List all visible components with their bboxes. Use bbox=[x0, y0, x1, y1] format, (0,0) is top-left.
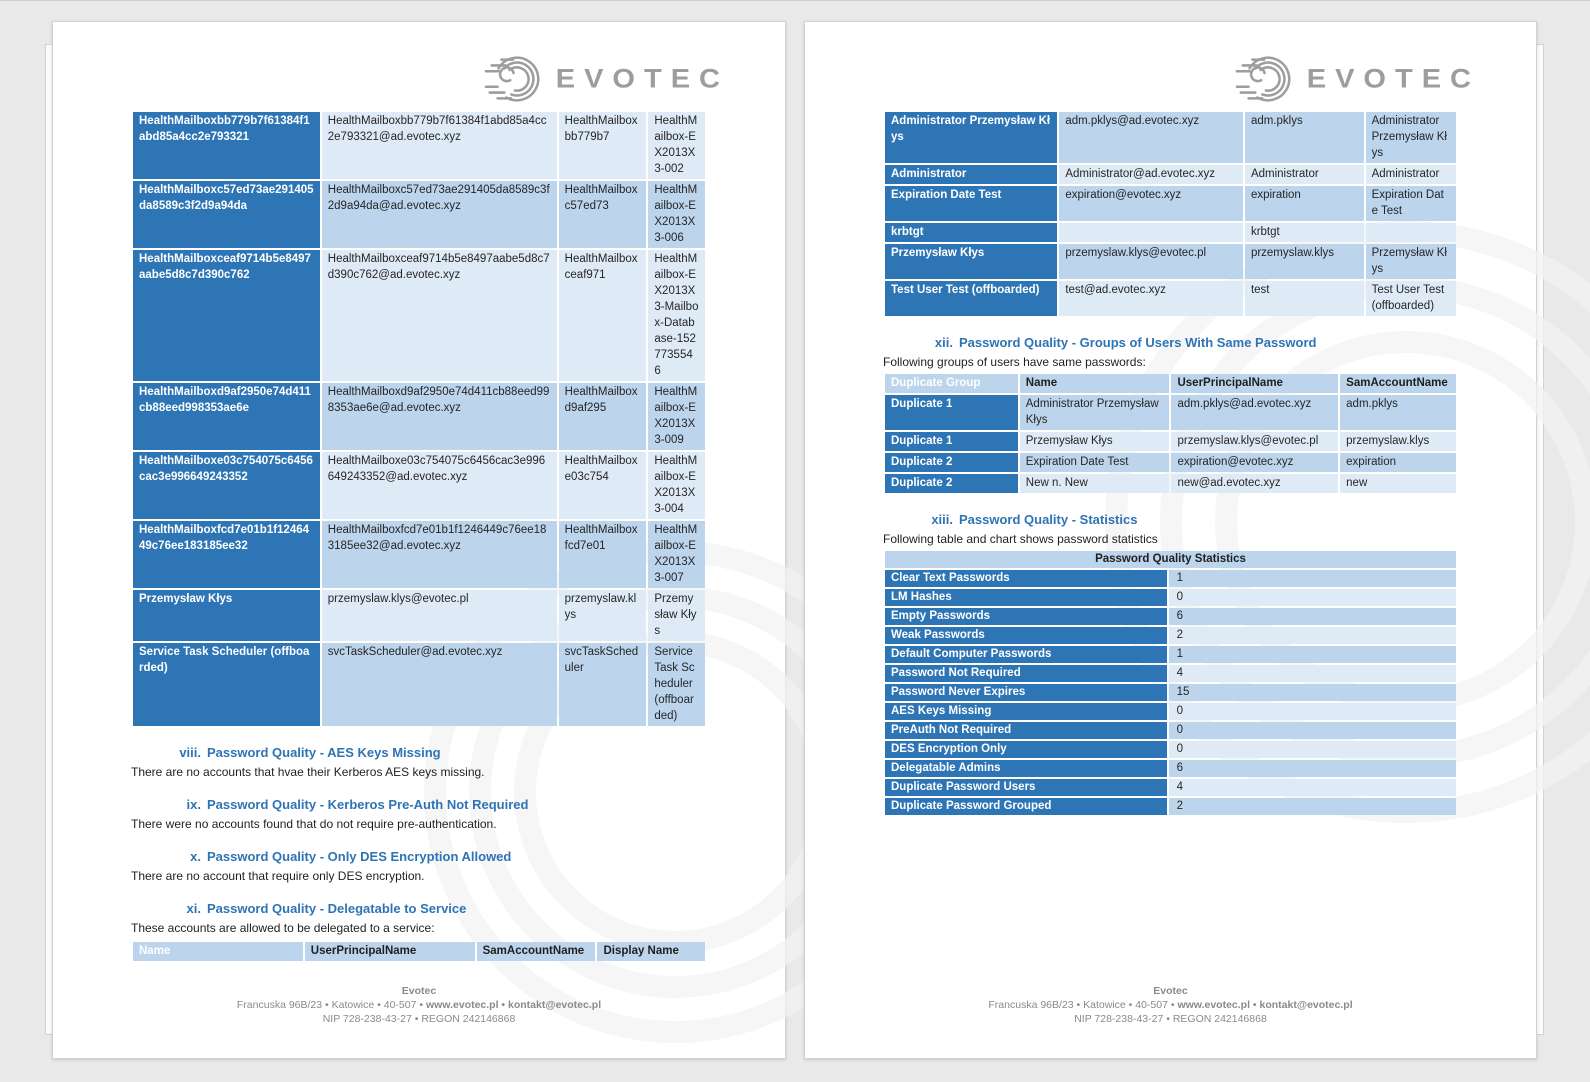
section-title: Password Quality - Statistics bbox=[959, 512, 1138, 527]
table-cell-name: HealthMailboxfcd7e01b1f1246449c76ee183185ee32 bbox=[133, 521, 320, 588]
table-row bbox=[885, 741, 1456, 758]
table-cell-group: Duplicate 2 bbox=[885, 474, 1018, 493]
table-cell-display: HealthMailbox-EX2013X3-004 bbox=[648, 452, 705, 519]
table-cell-display: Przemysław Kłys bbox=[1366, 244, 1456, 279]
table-cell-sam: test bbox=[1245, 281, 1364, 316]
table-cell-sam: HealthMailboxc57ed73 bbox=[559, 181, 647, 248]
table-cell-sam: krbtgt bbox=[1245, 223, 1364, 242]
table-cell-upn: przemyslaw.klys@evotec.pl bbox=[1059, 244, 1243, 279]
table-cell-1: 1 bbox=[1169, 646, 1456, 663]
section-heading bbox=[883, 333, 1458, 352]
section-same-password-groups bbox=[883, 333, 1458, 495]
table-row bbox=[133, 112, 705, 179]
stats-table-title: Password Quality Statistics bbox=[885, 551, 1456, 568]
table-row bbox=[885, 186, 1456, 221]
table-cell-sam: adm.pklys bbox=[1340, 395, 1456, 430]
table-cell-group: Duplicate 1 bbox=[885, 432, 1018, 451]
table-cell-0: AES Keys Missing bbox=[885, 703, 1167, 720]
section-title: Password Quality - AES Keys Missing bbox=[207, 745, 441, 760]
table-cell-sam: expiration bbox=[1340, 453, 1456, 472]
stats-title-row bbox=[885, 551, 1456, 568]
table-cell-upn bbox=[1059, 223, 1243, 242]
footer-address bbox=[53, 998, 785, 1012]
table-cell-name: Service Task Scheduler (offboarded) bbox=[133, 643, 320, 726]
table-cell-name: krbtgt bbox=[885, 223, 1057, 242]
table-row bbox=[885, 244, 1456, 279]
table-row bbox=[133, 590, 705, 641]
evotec-logo bbox=[484, 48, 729, 110]
duplicates-table bbox=[883, 372, 1458, 495]
table-header-row bbox=[133, 942, 705, 961]
table-row bbox=[133, 383, 705, 450]
footer-address-bold: www.evotec.pl • kontakt@evotec.pl bbox=[1177, 999, 1353, 1011]
table-cell-sam: HealthMailboxbb779b7 bbox=[559, 112, 647, 179]
table-cell-0: Duplicate Password Grouped bbox=[885, 798, 1167, 815]
table-cell-upn: HealthMailboxceaf9714b5e8497aabe5d8c7d390c762@ad.evotec.xyz bbox=[322, 250, 557, 381]
table-cell-upn: HealthMailboxc57ed73ae291405da8589c3f2d9a94da@ad.evotec.xyz bbox=[322, 181, 557, 248]
column-header-name: Name bbox=[133, 942, 303, 961]
section-number: x. bbox=[190, 849, 201, 864]
table-cell-name: Przemysław Kłys bbox=[1020, 432, 1170, 451]
table-cell-display bbox=[1366, 223, 1456, 242]
table-cell-1: 15 bbox=[1169, 684, 1456, 701]
footer-address-regular: Francuska 96B/23 • Katowice • 40-507 • bbox=[988, 999, 1175, 1011]
table-cell-name: Administrator bbox=[885, 165, 1057, 184]
table-cell-display: Przemysław Kłys bbox=[648, 590, 705, 641]
table-cell-name: HealthMailboxc57ed73ae291405da8589c3f2d9a94da bbox=[133, 181, 320, 248]
section-title: Password Quality - Kerberos Pre-Auth Not Required bbox=[207, 797, 529, 812]
table-cell-upn: Administrator@ad.evotec.xyz bbox=[1059, 165, 1243, 184]
section-heading bbox=[131, 899, 707, 918]
table-cell-sam: expiration bbox=[1245, 186, 1364, 221]
table-cell-upn: HealthMailboxbb779b7f61384f1abd85a4cc2e793321@ad.evotec.xyz bbox=[322, 112, 557, 179]
page-2 bbox=[804, 21, 1537, 1059]
accounts-table-page-2 bbox=[883, 110, 1458, 318]
table-cell-0: Delegatable Admins bbox=[885, 760, 1167, 777]
table-cell-sam: HealthMailboxceaf971 bbox=[559, 250, 647, 381]
page-1-content bbox=[131, 110, 707, 963]
section-heading bbox=[883, 510, 1458, 529]
table-cell-display: HealthMailbox-EX2013X3-002 bbox=[648, 112, 705, 179]
table-cell-upn: test@ad.evotec.xyz bbox=[1059, 281, 1243, 316]
table-cell-name: Administrator Przemysław Kłys bbox=[1020, 395, 1170, 430]
table-row bbox=[885, 684, 1456, 701]
table-cell-1: 6 bbox=[1169, 608, 1456, 625]
column-header-name: Name bbox=[1020, 374, 1170, 393]
section-body: There were no accounts found that do not require pre-authentication. bbox=[131, 817, 497, 831]
page-footer bbox=[805, 984, 1536, 1026]
table-cell-1: 1 bbox=[1169, 570, 1456, 587]
table-cell-display: HealthMailbox-EX2013X3-006 bbox=[648, 181, 705, 248]
table-row bbox=[133, 181, 705, 248]
table-cell-name: Administrator Przemysław Kłys bbox=[885, 112, 1057, 163]
table-cell-1: 0 bbox=[1169, 589, 1456, 606]
table-cell-0: Weak Passwords bbox=[885, 627, 1167, 644]
table-cell-upn: HealthMailboxfcd7e01b1f1246449c76ee183185ee32@ad.evotec.xyz bbox=[322, 521, 557, 588]
footer-address-bold: www.evotec.pl • kontakt@evotec.pl bbox=[425, 999, 602, 1011]
table-row bbox=[885, 665, 1456, 682]
section-title: Password Quality - Only DES Encryption Allowed bbox=[207, 849, 512, 864]
table-cell-sam: przemyslaw.klys bbox=[559, 590, 647, 641]
table-cell-sam: adm.pklys bbox=[1245, 112, 1364, 163]
column-header-sam: SamAccountName bbox=[477, 942, 596, 961]
table-cell-0: PreAuth Not Required bbox=[885, 722, 1167, 739]
table-row bbox=[885, 760, 1456, 777]
table-cell-upn: adm.pklys@ad.evotec.xyz bbox=[1059, 112, 1243, 163]
table-cell-name: New n. New bbox=[1020, 474, 1170, 493]
table-row bbox=[133, 643, 705, 726]
table-cell-display: HealthMailbox-EX2013X3-009 bbox=[648, 383, 705, 450]
table-cell-upn: new@ad.evotec.xyz bbox=[1171, 474, 1338, 493]
table-row bbox=[885, 722, 1456, 739]
section-delegatable-to-service bbox=[131, 899, 707, 963]
section-body: Following table and chart shows password statistics bbox=[883, 532, 1158, 546]
table-cell-name: Test User Test (offboarded) bbox=[885, 281, 1057, 316]
table-cell-sam: HealthMailboxfcd7e01 bbox=[559, 521, 647, 588]
table-cell-0: Duplicate Password Users bbox=[885, 779, 1167, 796]
password-quality-statistics-table bbox=[883, 549, 1458, 817]
table-row bbox=[885, 779, 1456, 796]
table-row bbox=[885, 395, 1456, 430]
table-cell-display: Expiration Date Test bbox=[1366, 186, 1456, 221]
evotec-logo bbox=[1235, 48, 1480, 110]
table-cell-upn: HealthMailboxe03c754075c6456cac3e996649243352@ad.evotec.xyz bbox=[322, 452, 557, 519]
section-body: There are no account that require only DES encryption. bbox=[131, 869, 425, 883]
table-cell-sam: svcTaskScheduler bbox=[559, 643, 647, 726]
page-1 bbox=[52, 21, 786, 1059]
table-cell-upn: HealthMailboxd9af2950e74d411cb88eed998353ae6e@ad.evotec.xyz bbox=[322, 383, 557, 450]
table-cell-sam: Administrator bbox=[1245, 165, 1364, 184]
table-row bbox=[885, 165, 1456, 184]
table-cell-upn: przemyslaw.klys@evotec.pl bbox=[322, 590, 557, 641]
footer-company: Evotec bbox=[1153, 985, 1188, 997]
table-cell-name: HealthMailboxd9af2950e74d411cb88eed998353ae6e bbox=[133, 383, 320, 450]
table-row bbox=[133, 250, 705, 381]
table-row bbox=[885, 432, 1456, 451]
column-header-upn: UserPrincipalName bbox=[1171, 374, 1338, 393]
table-cell-upn: svcTaskScheduler@ad.evotec.xyz bbox=[322, 643, 557, 726]
footer-registration: NIP 728-238-43-27 • REGON 242146868 bbox=[1074, 1013, 1267, 1025]
table-row bbox=[885, 474, 1456, 493]
table-cell-upn: expiration@evotec.xyz bbox=[1059, 186, 1243, 221]
section-heading bbox=[131, 743, 707, 762]
footer-address-regular: Francuska 96B/23 • Katowice • 40-507 • bbox=[236, 999, 424, 1011]
table-cell-1: 2 bbox=[1169, 798, 1456, 815]
table-cell-display: HealthMailbox-EX2013X3-Mailbox-Database-1527735546 bbox=[648, 250, 705, 381]
table-cell-name: Expiration Date Test bbox=[885, 186, 1057, 221]
section-preauth-not-required bbox=[131, 795, 707, 832]
column-header-sam: SamAccountName bbox=[1340, 374, 1456, 393]
table-cell-1: 4 bbox=[1169, 779, 1456, 796]
footer-address bbox=[805, 998, 1536, 1012]
table-row bbox=[885, 281, 1456, 316]
table-cell-1: 4 bbox=[1169, 665, 1456, 682]
table-cell-sam: przemyslaw.klys bbox=[1245, 244, 1364, 279]
footer-company: Evotec bbox=[401, 985, 437, 997]
table-cell-display: HealthMailbox-EX2013X3-007 bbox=[648, 521, 705, 588]
table-row bbox=[885, 112, 1456, 163]
section-title: Password Quality - Delegatable to Service bbox=[207, 901, 467, 916]
document-canvas bbox=[52, 21, 1590, 1059]
section-body: There are no accounts that hvae their Kerberos AES keys missing. bbox=[131, 765, 485, 779]
table-cell-1: 0 bbox=[1169, 703, 1456, 720]
table-cell-name: Przemysław Kłys bbox=[885, 244, 1057, 279]
table-cell-name: HealthMailboxe03c754075c6456cac3e996649243352 bbox=[133, 452, 320, 519]
section-body: Following groups of users have same passwords: bbox=[883, 355, 1146, 369]
table-cell-name: Expiration Date Test bbox=[1020, 453, 1170, 472]
page-footer bbox=[53, 984, 785, 1026]
section-heading bbox=[131, 847, 707, 866]
table-row bbox=[885, 223, 1456, 242]
table-row bbox=[885, 570, 1456, 587]
table-cell-display: Service Task Scheduler (offboarded) bbox=[648, 643, 705, 726]
table-cell-sam: new bbox=[1340, 474, 1456, 493]
logo-spiral-icon bbox=[1235, 48, 1297, 110]
column-header-upn: UserPrincipalName bbox=[305, 942, 475, 961]
logo-wordmark: EVOTEC bbox=[555, 63, 729, 94]
table-row bbox=[885, 608, 1456, 625]
section-number: viii. bbox=[179, 745, 201, 760]
table-cell-1: 2 bbox=[1169, 627, 1456, 644]
table-cell-1: 0 bbox=[1169, 741, 1456, 758]
table-row bbox=[885, 646, 1456, 663]
section-title: Password Quality - Groups of Users With Same Password bbox=[959, 335, 1317, 350]
column-header-duplicate-group: Duplicate Group bbox=[885, 374, 1018, 393]
table-cell-sam: HealthMailboxd9af295 bbox=[559, 383, 647, 450]
table-cell-0: Clear Text Passwords bbox=[885, 570, 1167, 587]
table-cell-group: Duplicate 1 bbox=[885, 395, 1018, 430]
table-row bbox=[885, 798, 1456, 815]
table-cell-display: Administrator bbox=[1366, 165, 1456, 184]
table-cell-0: Password Not Required bbox=[885, 665, 1167, 682]
table-cell-name: HealthMailboxbb779b7f61384f1abd85a4cc2e793321 bbox=[133, 112, 320, 179]
section-heading bbox=[131, 795, 707, 814]
section-number: xi. bbox=[186, 901, 201, 916]
accounts-table-page-1 bbox=[131, 110, 707, 728]
table-row bbox=[885, 589, 1456, 606]
table-cell-sam: przemyslaw.klys bbox=[1340, 432, 1456, 451]
table-cell-1: 0 bbox=[1169, 722, 1456, 739]
section-des-encryption bbox=[131, 847, 707, 884]
section-number: xii. bbox=[934, 335, 953, 350]
table-cell-sam: HealthMailboxe03c754 bbox=[559, 452, 647, 519]
section-body: These accounts are allowed to be delegated to a service: bbox=[131, 921, 435, 935]
table-row bbox=[133, 452, 705, 519]
table-cell-0: DES Encryption Only bbox=[885, 741, 1167, 758]
table-row bbox=[885, 453, 1456, 472]
column-header-display: Display Name bbox=[597, 942, 705, 961]
page-2-content bbox=[883, 110, 1458, 817]
footer-registration: NIP 728-238-43-27 • REGON 242146868 bbox=[322, 1013, 516, 1025]
table-row bbox=[885, 703, 1456, 720]
section-statistics bbox=[883, 510, 1458, 817]
table-cell-name: Przemysław Kłys bbox=[133, 590, 320, 641]
table-cell-upn: przemyslaw.klys@evotec.pl bbox=[1171, 432, 1338, 451]
section-number: xiii. bbox=[931, 512, 953, 527]
table-cell-display: Test User Test (offboarded) bbox=[1366, 281, 1456, 316]
section-aes-keys-missing bbox=[131, 743, 707, 780]
table-cell-display: Administrator Przemysław Kłys bbox=[1366, 112, 1456, 163]
logo-wordmark: EVOTEC bbox=[1306, 63, 1480, 94]
table-cell-0: LM Hashes bbox=[885, 589, 1167, 606]
table-cell-name: HealthMailboxceaf9714b5e8497aabe5d8c7d390c762 bbox=[133, 250, 320, 381]
table-cell-group: Duplicate 2 bbox=[885, 453, 1018, 472]
table-cell-upn: adm.pklys@ad.evotec.xyz bbox=[1171, 395, 1338, 430]
table-cell-0: Password Never Expires bbox=[885, 684, 1167, 701]
table-cell-1: 6 bbox=[1169, 760, 1456, 777]
logo-spiral-icon bbox=[484, 48, 546, 110]
table-row bbox=[885, 627, 1456, 644]
table-cell-upn: expiration@evotec.xyz bbox=[1171, 453, 1338, 472]
table-header-row bbox=[885, 374, 1456, 393]
section-number: ix. bbox=[186, 797, 201, 812]
table-row bbox=[133, 521, 705, 588]
delegatable-table bbox=[131, 940, 707, 963]
table-cell-0: Empty Passwords bbox=[885, 608, 1167, 625]
table-cell-0: Default Computer Passwords bbox=[885, 646, 1167, 663]
